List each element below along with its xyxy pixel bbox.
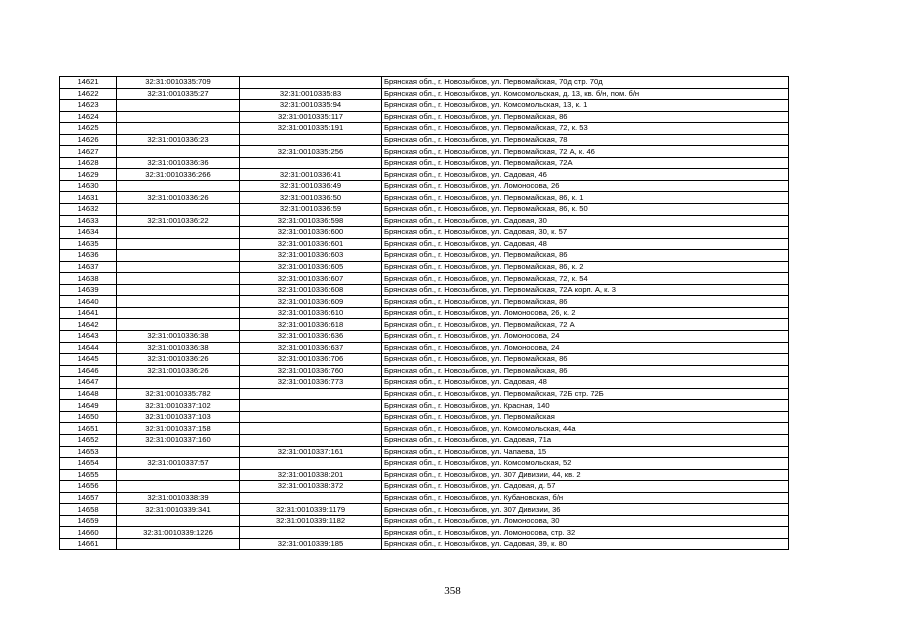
row-number: 14643 (60, 331, 117, 343)
address-cell: Брянская обл., г. Новозыбков, ул. Первомайская, 86 (382, 365, 789, 377)
row-number: 14625 (60, 123, 117, 135)
cadastral-number-secondary: 32:31:0010336:49 (240, 180, 382, 192)
cadastral-number-primary (117, 100, 240, 112)
row-number: 14648 (60, 388, 117, 400)
address-cell: Брянская обл., г. Новозыбков, ул. Ломоносова, 30 (382, 515, 789, 527)
address-cell: Брянская обл., г. Новозыбков, ул. Кубановская, б/н (382, 492, 789, 504)
cadastral-number-secondary: 32:31:0010336:601 (240, 238, 382, 250)
address-cell: Брянская обл., г. Новозыбков, ул. Первомайская, 86 (382, 296, 789, 308)
cadastral-number-secondary: 32:31:0010339:1179 (240, 504, 382, 516)
address-cell: Брянская обл., г. Новозыбков, ул. Садовая, 30, к. 57 (382, 227, 789, 239)
cadastral-number-primary: 32:31:0010337:158 (117, 423, 240, 435)
row-number: 14629 (60, 169, 117, 181)
row-number: 14647 (60, 377, 117, 389)
cadastral-number-primary: 32:31:0010339:341 (117, 504, 240, 516)
row-number: 14623 (60, 100, 117, 112)
row-number: 14644 (60, 342, 117, 354)
address-cell: Брянская обл., г. Новозыбков, ул. Первомайская, 72Б стр. 72Б (382, 388, 789, 400)
table-row (60, 123, 789, 135)
table-row (60, 296, 789, 308)
table-row (60, 434, 789, 446)
cadastral-number-secondary (240, 492, 382, 504)
row-number: 14637 (60, 261, 117, 273)
cadastral-number-secondary (240, 388, 382, 400)
row-number: 14621 (60, 77, 117, 89)
table-row (60, 354, 789, 366)
row-number: 14659 (60, 515, 117, 527)
row-number: 14661 (60, 538, 117, 550)
cadastral-number-primary: 32:31:0010337:160 (117, 434, 240, 446)
address-cell: Брянская обл., г. Новозыбков, ул. Садовая, 48 (382, 377, 789, 389)
cadastral-number-secondary: 32:31:0010335:83 (240, 88, 382, 100)
table-row (60, 215, 789, 227)
address-cell: Брянская обл., г. Новозыбков, ул. Первомайская, 72 А, к. 46 (382, 146, 789, 158)
cadastral-number-primary: 32:31:0010336:266 (117, 169, 240, 181)
cadastral-number-secondary: 32:31:0010336:603 (240, 250, 382, 262)
cadastral-number-primary (117, 446, 240, 458)
cadastral-number-secondary: 32:31:0010338:372 (240, 481, 382, 493)
address-cell: Брянская обл., г. Новозыбков, ул. Первомайская, 86, к. 2 (382, 261, 789, 273)
cadastral-number-primary (117, 227, 240, 239)
row-number: 14640 (60, 296, 117, 308)
address-cell: Брянская обл., г. Новозыбков, ул. Садовая, 48 (382, 238, 789, 250)
table-row (60, 157, 789, 169)
table-row (60, 538, 789, 550)
cadastral-number-primary (117, 111, 240, 123)
cadastral-number-secondary: 32:31:0010336:636 (240, 331, 382, 343)
row-number: 14638 (60, 273, 117, 285)
cadastral-number-primary (117, 469, 240, 481)
address-cell: Брянская обл., г. Новозыбков, ул. Первомайская, 72 А (382, 319, 789, 331)
table-row (60, 527, 789, 539)
table-row (60, 134, 789, 146)
table-row (60, 319, 789, 331)
cadastral-number-secondary: 32:31:0010336:41 (240, 169, 382, 181)
address-cell: Брянская обл., г. Новозыбков, ул. Первомайская, 72А корп. А, к. 3 (382, 284, 789, 296)
cadastral-number-secondary (240, 458, 382, 470)
table-row (60, 250, 789, 262)
cadastral-number-primary (117, 204, 240, 216)
page-number: 358 (444, 585, 461, 597)
table-row (60, 504, 789, 516)
cadastral-number-primary (117, 238, 240, 250)
cadastral-number-primary (117, 123, 240, 135)
address-cell: Брянская обл., г. Новозыбков, ул. Садовая, д. 57 (382, 481, 789, 493)
row-number: 14633 (60, 215, 117, 227)
cadastral-number-secondary: 32:31:0010335:256 (240, 146, 382, 158)
cadastral-number-primary (117, 180, 240, 192)
cadastral-number-primary: 32:31:0010337:57 (117, 458, 240, 470)
row-number: 14654 (60, 458, 117, 470)
address-cell: Брянская обл., г. Новозыбков, ул. Комсомольская, 52 (382, 458, 789, 470)
cadastral-number-secondary: 32:31:0010336:760 (240, 365, 382, 377)
row-number: 14632 (60, 204, 117, 216)
cadastral-number-primary (117, 538, 240, 550)
table-row (60, 77, 789, 89)
cadastral-number-primary (117, 307, 240, 319)
cadastral-number-secondary (240, 527, 382, 539)
row-number: 14622 (60, 88, 117, 100)
row-number: 14651 (60, 423, 117, 435)
cadastral-number-secondary: 32:31:0010339:185 (240, 538, 382, 550)
row-number: 14635 (60, 238, 117, 250)
address-cell: Брянская обл., г. Новозыбков, ул. Первомайская, 86 (382, 354, 789, 366)
table-row (60, 411, 789, 423)
cadastral-number-secondary: 32:31:0010335:117 (240, 111, 382, 123)
cadastral-number-primary: 32:31:0010336:23 (117, 134, 240, 146)
cadastral-number-primary: 32:31:0010336:26 (117, 354, 240, 366)
address-cell: Брянская обл., г. Новозыбков, ул. 307 Дивизии, 44, кв. 2 (382, 469, 789, 481)
address-cell: Брянская обл., г. Новозыбков, ул. Первомайская, 72, к. 54 (382, 273, 789, 285)
table-row (60, 307, 789, 319)
address-cell: Брянская обл., г. Новозыбков, ул. 307 Дивизии, 36 (382, 504, 789, 516)
cadastral-number-secondary (240, 400, 382, 412)
row-number: 14649 (60, 400, 117, 412)
table-row (60, 238, 789, 250)
row-number: 14653 (60, 446, 117, 458)
cadastral-number-secondary: 32:31:0010339:1182 (240, 515, 382, 527)
property-register-table (59, 76, 789, 550)
row-number: 14652 (60, 434, 117, 446)
address-cell: Брянская обл., г. Новозыбков, ул. Ломоносова, стр. 32 (382, 527, 789, 539)
row-number: 14639 (60, 284, 117, 296)
cadastral-number-primary (117, 515, 240, 527)
cadastral-number-secondary: 32:31:0010336:605 (240, 261, 382, 273)
cadastral-number-primary: 32:31:0010335:27 (117, 88, 240, 100)
address-cell: Брянская обл., г. Новозыбков, ул. Первомайская, 86, к. 50 (382, 204, 789, 216)
table-row (60, 446, 789, 458)
address-cell: Брянская обл., г. Новозыбков, ул. Первомайская, 78 (382, 134, 789, 146)
cadastral-number-primary: 32:31:0010335:709 (117, 77, 240, 89)
table-row (60, 377, 789, 389)
cadastral-number-secondary: 32:31:0010336:610 (240, 307, 382, 319)
table-row (60, 180, 789, 192)
cadastral-number-secondary: 32:31:0010336:637 (240, 342, 382, 354)
table-row (60, 261, 789, 273)
table-row (60, 146, 789, 158)
cadastral-number-secondary: 32:31:0010336:608 (240, 284, 382, 296)
address-cell: Брянская обл., г. Новозыбков, ул. Чапаева, 15 (382, 446, 789, 458)
row-number: 14630 (60, 180, 117, 192)
cadastral-number-secondary: 32:31:0010336:618 (240, 319, 382, 331)
row-number: 14626 (60, 134, 117, 146)
row-number: 14642 (60, 319, 117, 331)
row-number: 14650 (60, 411, 117, 423)
row-number: 14628 (60, 157, 117, 169)
address-cell: Брянская обл., г. Новозыбков, ул. Ломоносова, 24 (382, 342, 789, 354)
cadastral-number-primary: 32:31:0010336:36 (117, 157, 240, 169)
cadastral-number-secondary (240, 434, 382, 446)
address-cell: Брянская обл., г. Новозыбков, ул. Первомайская, 86, к. 1 (382, 192, 789, 204)
table-row (60, 458, 789, 470)
row-number: 14631 (60, 192, 117, 204)
address-cell: Брянская обл., г. Новозыбков, ул. Первомайская, 72, к. 53 (382, 123, 789, 135)
row-number: 14645 (60, 354, 117, 366)
cadastral-number-primary: 32:31:0010336:26 (117, 192, 240, 204)
cadastral-number-primary (117, 261, 240, 273)
cadastral-number-secondary (240, 411, 382, 423)
address-cell: Брянская обл., г. Новозыбков, ул. Первомайская, 86 (382, 111, 789, 123)
cadastral-number-secondary: 32:31:0010336:773 (240, 377, 382, 389)
cadastral-number-secondary (240, 77, 382, 89)
address-cell: Брянская обл., г. Новозыбков, ул. Первомайская, 70д стр. 70д (382, 77, 789, 89)
row-number: 14646 (60, 365, 117, 377)
row-number: 14624 (60, 111, 117, 123)
cadastral-number-secondary (240, 423, 382, 435)
cadastral-number-secondary: 32:31:0010336:706 (240, 354, 382, 366)
table-row (60, 169, 789, 181)
address-cell: Брянская обл., г. Новозыбков, ул. Ломоносова, 26, к. 2 (382, 307, 789, 319)
cadastral-number-primary (117, 319, 240, 331)
table-row (60, 284, 789, 296)
row-number: 14641 (60, 307, 117, 319)
cadastral-number-secondary: 32:31:0010336:598 (240, 215, 382, 227)
address-cell: Брянская обл., г. Новозыбков, ул. Первомайская, 86 (382, 250, 789, 262)
row-number: 14657 (60, 492, 117, 504)
address-cell: Брянская обл., г. Новозыбков, ул. Ломоносова, 24 (382, 331, 789, 343)
address-cell: Брянская обл., г. Новозыбков, ул. Красная, 140 (382, 400, 789, 412)
cadastral-number-secondary: 32:31:0010336:50 (240, 192, 382, 204)
cadastral-number-primary (117, 273, 240, 285)
table-row (60, 227, 789, 239)
table-row (60, 515, 789, 527)
table-row (60, 388, 789, 400)
cadastral-number-primary: 32:31:0010337:102 (117, 400, 240, 412)
row-number: 14627 (60, 146, 117, 158)
table-row (60, 400, 789, 412)
cadastral-number-primary: 32:31:0010336:22 (117, 215, 240, 227)
cadastral-number-primary: 32:31:0010335:782 (117, 388, 240, 400)
cadastral-number-secondary (240, 157, 382, 169)
cadastral-number-primary (117, 377, 240, 389)
table-row (60, 365, 789, 377)
cadastral-number-primary: 32:31:0010336:38 (117, 342, 240, 354)
table-row (60, 100, 789, 112)
table-row (60, 481, 789, 493)
table-row (60, 331, 789, 343)
address-cell: Брянская обл., г. Новозыбков, ул. Ломоносова, 26 (382, 180, 789, 192)
cadastral-number-primary: 32:31:0010336:26 (117, 365, 240, 377)
cadastral-number-secondary: 32:31:0010336:600 (240, 227, 382, 239)
address-cell: Брянская обл., г. Новозыбков, ул. Садовая, 39, к. 80 (382, 538, 789, 550)
address-cell: Брянская обл., г. Новозыбков, ул. Комсомольская, д. 13, кв. б/н, пом. б/н (382, 88, 789, 100)
cadastral-number-primary (117, 296, 240, 308)
table-row (60, 88, 789, 100)
address-cell: Брянская обл., г. Новозыбков, ул. Садовая, 46 (382, 169, 789, 181)
row-number: 14655 (60, 469, 117, 481)
cadastral-number-secondary (240, 134, 382, 146)
cadastral-number-primary: 32:31:0010336:38 (117, 331, 240, 343)
table-row (60, 192, 789, 204)
table-row (60, 204, 789, 216)
table-row (60, 469, 789, 481)
table-row (60, 342, 789, 354)
table-row (60, 492, 789, 504)
cadastral-number-secondary: 32:31:0010336:59 (240, 204, 382, 216)
register-table-body (60, 77, 789, 550)
row-number: 14660 (60, 527, 117, 539)
cadastral-number-primary (117, 284, 240, 296)
cadastral-number-secondary: 32:31:0010338:201 (240, 469, 382, 481)
address-cell: Брянская обл., г. Новозыбков, ул. Садовая, 30 (382, 215, 789, 227)
cadastral-number-primary (117, 481, 240, 493)
table-row (60, 273, 789, 285)
row-number: 14656 (60, 481, 117, 493)
address-cell: Брянская обл., г. Новозыбков, ул. Садовая, 71а (382, 434, 789, 446)
address-cell: Брянская обл., г. Новозыбков, ул. Комсомольская, 44а (382, 423, 789, 435)
address-cell: Брянская обл., г. Новозыбков, ул. Комсомольская, 13, к. 1 (382, 100, 789, 112)
cadastral-number-primary: 32:31:0010339:1226 (117, 527, 240, 539)
address-cell: Брянская обл., г. Новозыбков, ул. Первомайская, 72А (382, 157, 789, 169)
cadastral-number-primary: 32:31:0010338:39 (117, 492, 240, 504)
cadastral-number-secondary: 32:31:0010336:607 (240, 273, 382, 285)
cadastral-number-primary (117, 250, 240, 262)
address-cell: Брянская обл., г. Новозыбков, ул. Первомайская (382, 411, 789, 423)
cadastral-number-secondary: 32:31:0010336:609 (240, 296, 382, 308)
cadastral-number-secondary: 32:31:0010337:161 (240, 446, 382, 458)
row-number: 14658 (60, 504, 117, 516)
row-number: 14634 (60, 227, 117, 239)
cadastral-number-secondary: 32:31:0010335:94 (240, 100, 382, 112)
row-number: 14636 (60, 250, 117, 262)
cadastral-number-primary (117, 146, 240, 158)
cadastral-number-secondary: 32:31:0010335:191 (240, 123, 382, 135)
table-row (60, 111, 789, 123)
table-row (60, 423, 789, 435)
cadastral-number-primary: 32:31:0010337:103 (117, 411, 240, 423)
